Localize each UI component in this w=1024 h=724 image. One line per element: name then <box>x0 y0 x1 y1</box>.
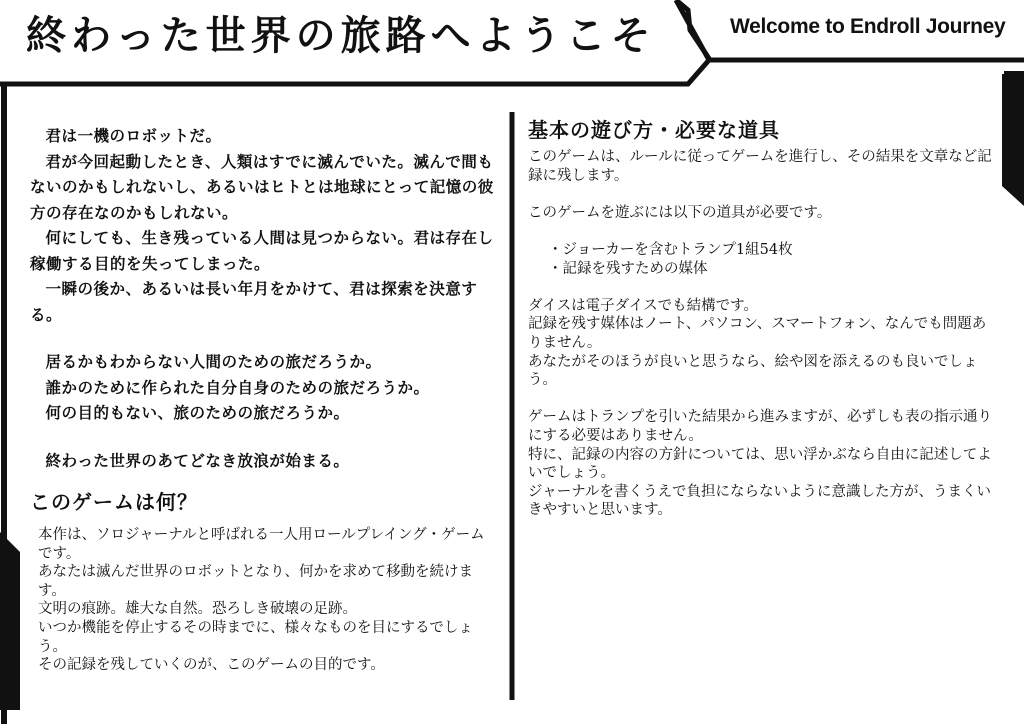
intro-line: 何にしても、生き残っている人間は見つからない。君は存在し稼働する目的を失ってしまった。 <box>30 229 494 273</box>
rules-heading: 基本の遊び方・必要な道具 <box>528 118 780 142</box>
intro-text <box>30 124 498 474</box>
left-edge-tab <box>0 532 20 710</box>
blank-line <box>528 222 996 241</box>
rules-line: あなたがそのほうが良いと思うなら、絵や図を添えるのも良いでしょう。 <box>528 353 978 389</box>
about-line: あなたは滅んだ世界のロボットとなり、何かを求めて移動を続けます。 <box>38 564 473 599</box>
about-line: その記録を残していくのが、このゲームの目的です。 <box>38 657 385 674</box>
intro-line: 居るかもわからない人間のための旅だろうか。 <box>45 353 382 371</box>
intro-closing: 終わった世界のあてどなき放浪が始まる。 <box>45 451 350 470</box>
page-subtitle: Welcome to Endroll Journey <box>730 15 1006 38</box>
page-title: 終わった世界の旅路へようこそ <box>26 13 656 59</box>
intro-line: 君は一機のロボットだ。 <box>45 127 222 145</box>
blank-line <box>528 185 996 204</box>
section-spacer <box>30 474 498 488</box>
about-text <box>30 526 498 675</box>
about-heading: このゲームは何？ <box>30 490 198 514</box>
intro-spacer <box>30 328 498 350</box>
rules-paragraph: このゲームは、ルールに従ってゲームを進行し、その結果を文章など記録に残します。 <box>528 149 992 184</box>
about-line: 文明の痕跡。雄大な自然。恐ろしき破壊の足跡。 <box>38 601 357 618</box>
about-line: いつか機能を停止するその時までに、様々なものを目にするでしょう。 <box>38 619 473 655</box>
about-line: 本作は、ソロジャーナルと呼ばれる一人用ロールプレイング・ゲームです。 <box>38 527 485 562</box>
rules-text <box>528 148 996 520</box>
required-item: ・記録を残すための媒体 <box>548 260 708 277</box>
blank-line <box>528 278 996 297</box>
rules-line: 特に、記録の内容の方針については、思い浮かぶなら自由に記述してよいでしょう。 <box>528 446 992 482</box>
intro-spacer <box>30 427 498 449</box>
rules-line: ゲームはトランプを引いた結果から進みますが、必ずしも表の指示通りにする必要はありません。 <box>528 409 992 444</box>
right-column <box>528 116 996 520</box>
intro-line: 誰かのために作られた自分自身のための旅だろうか。 <box>45 378 430 397</box>
intro-line: 何の目的もない、旅のための旅だろうか。 <box>45 404 350 422</box>
blank-line <box>528 390 996 409</box>
intro-line: 君が今回起動したとき、人類はすでに滅んでいた。滅んで間もないのかもしれないし、あるいはヒトとは地球にとって記憶の彼方の存在なのかもしれない。 <box>30 152 494 222</box>
right-edge-tab <box>1002 74 1024 206</box>
rules-line: ダイスは電子ダイスでも結構です。 <box>528 297 758 314</box>
required-item: ・ジョーカーを含むトランプ1組54枚 <box>548 241 793 258</box>
rules-paragraph: このゲームを遊ぶには以下の道具が必要です。 <box>528 204 832 221</box>
rules-line: ジャーナルを書くうえで負担にならないように意識した方が、うまくいきやすいと思います。 <box>528 483 991 519</box>
intro-line: 一瞬の後か、あるいは長い年月をかけて、君は探索を決意する。 <box>30 280 478 324</box>
rules-line: 記録を残す媒体はノート、パソコン、スマートフォン、なんでも問題ありません。 <box>528 316 987 351</box>
left-column <box>30 124 498 675</box>
